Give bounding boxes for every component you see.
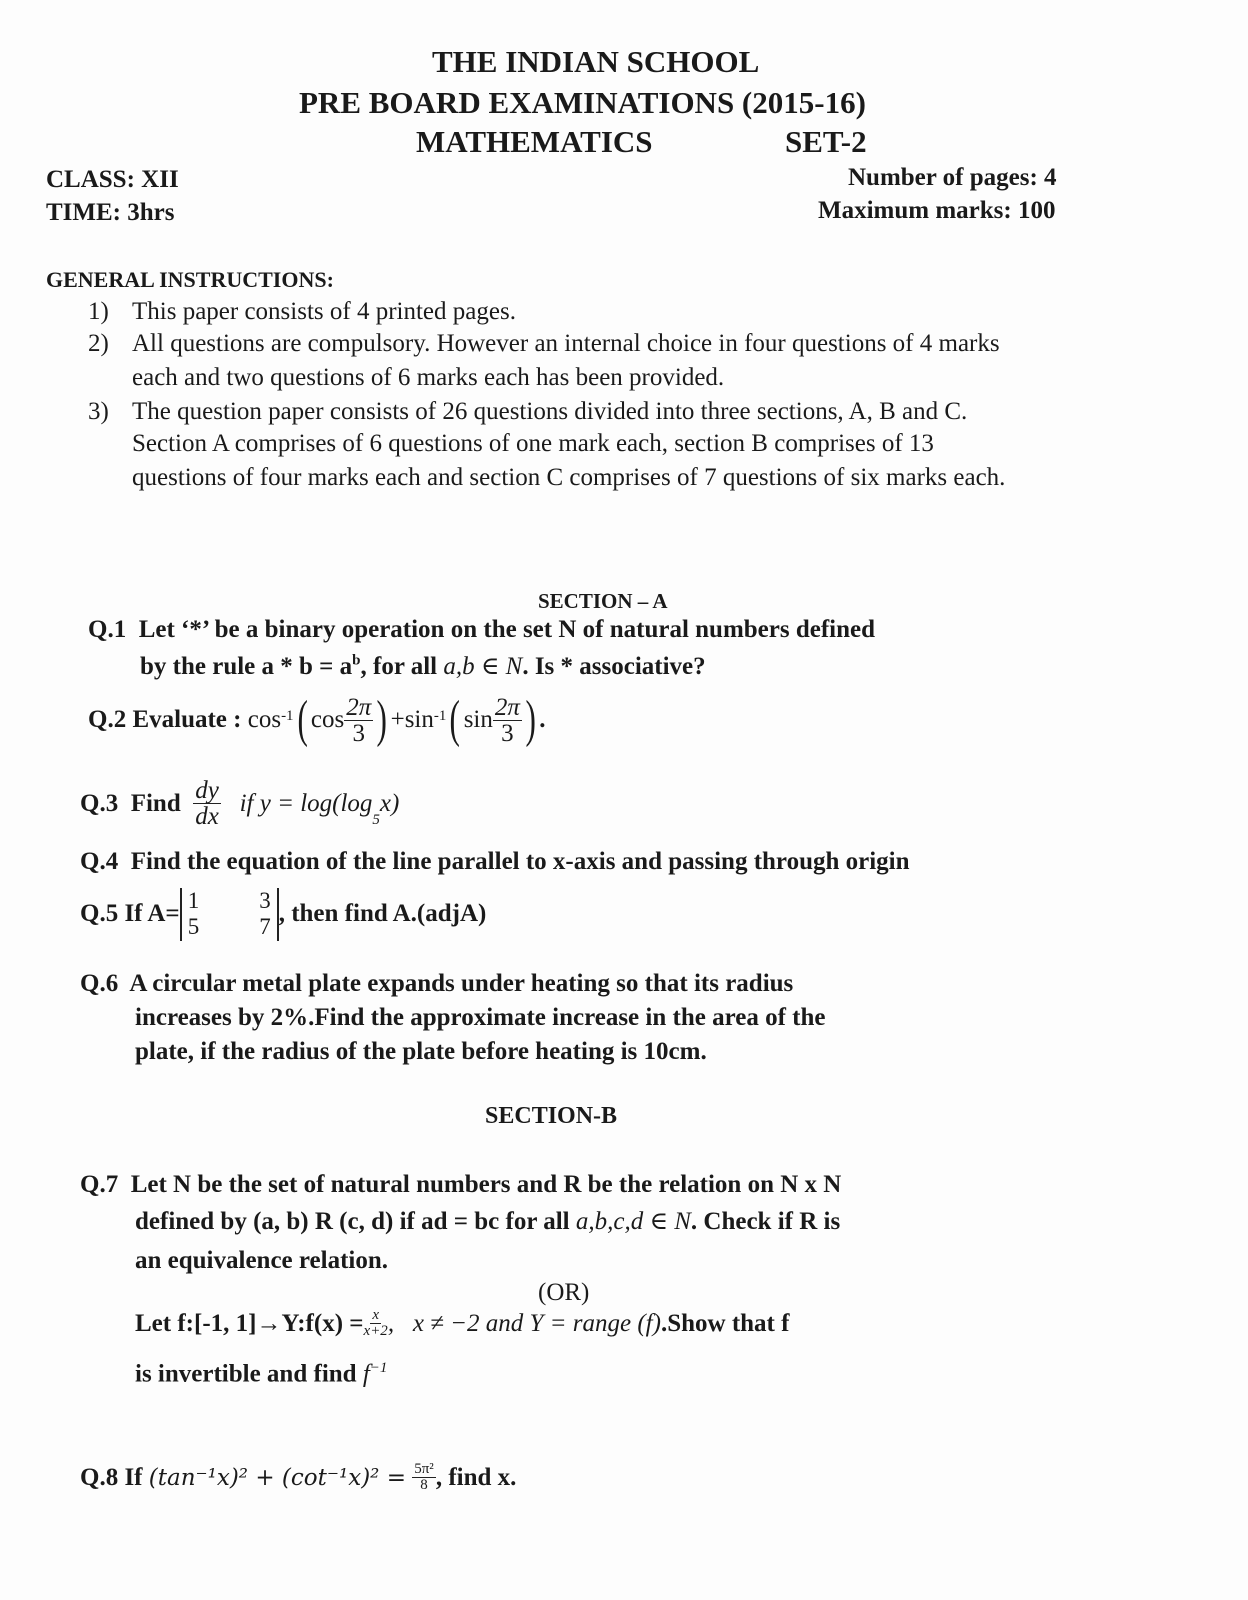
question-text: Let f:[-1, 1]→Y:f(x) = [135,1309,364,1337]
superscript: -1 [433,708,447,724]
fraction [344,695,373,746]
question-2: Q.2 Evaluate : cos -1 ( cos $\frac{2\pi}{3}$ ) + sin -1 ( sin $\frac{2\pi}{3}$ ) . [88,691,546,748]
question-7 [80,1171,841,1199]
question-5 [80,888,486,941]
matrix-a [180,888,279,941]
matrix-cell: 3 [259,888,271,913]
question-7-cont [135,1206,840,1236]
numerator: 5π² [414,1461,434,1477]
math: a,b,c,d ∈ N [575,1208,691,1235]
paren: ( [449,691,461,748]
derivative [193,778,221,829]
math: a,b ∈ N [443,653,523,680]
superscript: b [352,652,361,669]
question-7-alt [135,1308,789,1339]
numerator: x [372,1307,379,1323]
fraction [412,1462,436,1493]
superscript: −1 [369,1360,388,1376]
sin: sin [404,706,434,733]
math: if y = log(log [239,789,373,817]
instruction-line: questions of four marks each and section C comprises of 7 questions of six marks each. [132,464,1006,491]
matrix-cell: 5 [187,914,200,940]
question-text: If [124,1463,143,1491]
question-label: Q.1 [88,616,127,643]
instruction-num: 2) [88,330,109,357]
denominator: dx [195,803,219,830]
question-text: Evaluate : [132,706,242,733]
time-info: TIME: 3hrs [46,199,175,226]
numerator: dy [195,777,219,804]
question-label: Q.4 [80,848,119,875]
sin: sin [463,706,493,733]
section-b-title: SECTION-B [485,1103,618,1129]
denominator: 3 [501,719,514,747]
cos: cos [310,706,345,733]
instruction-num: 3) [88,398,109,425]
fraction [493,695,522,746]
denominator: 3 [352,719,365,747]
question-text: A circular metal plate expands under heating so that its radius [129,970,794,997]
question-label: Q.2 [88,706,127,733]
question-6 [80,970,793,998]
question-text: .Show that f [660,1309,790,1337]
set-number: SET-2 [785,124,867,159]
question-text: Let ‘*’ be a binary operation on the set N of natural numbers defined [138,616,876,643]
question-4 [80,848,910,876]
question-3 [80,778,399,829]
question-7-alt-cont [135,1360,387,1388]
matrix-cell: 7 [259,914,271,940]
question-text: . Check if R is [690,1208,841,1235]
pages-info: Number of pages: 4 [848,164,1057,191]
cos: cos [247,706,282,733]
math: x) [379,789,400,817]
denominator: x+2 [363,1323,388,1339]
paren: ) [376,691,388,748]
superscript: -1 [281,708,294,724]
numerator: 2π [346,693,372,721]
math: (tan⁻¹x)² + (cot⁻¹x)² = [148,1464,406,1491]
question-label: Q.8 [80,1463,119,1491]
question-text: is invertible and find [135,1360,363,1388]
instructions-title: GENERAL INSTRUCTIONS: [46,267,334,292]
question-label: Q.5 [80,900,119,928]
fraction [364,1308,388,1339]
question-text: an equivalence relation. [135,1247,389,1274]
question-text: Find the equation of the line parallel to x-axis and passing through origin [130,848,910,875]
question-text: defined by (a, b) R (c, d) if ad = bc for all [135,1208,576,1235]
question-text: Find [130,789,181,817]
math: , x ≠ −2 and Y = range (f) [387,1309,661,1337]
question-text: by the rule a * b = a [140,653,353,680]
instruction-line: This paper consists of 4 printed pages. [132,298,516,325]
paren: ) [525,691,536,748]
instruction-line: The question paper consists of 26 questions divided into three sections, A, B and C. [132,398,968,425]
subscript: 5 [372,812,380,828]
instruction-line: each and two questions of 6 marks each has been provided. [132,364,725,391]
question-1-cont [140,651,706,681]
question-text: increases by 2%.Find the approximate increase in the area of the [135,1004,826,1031]
question-text: plate, if the radius of the plate before heating is 10cm. [135,1038,707,1065]
paren: ( [297,691,308,748]
matrix-cell: 1 [187,888,200,913]
numerator: 2π [494,693,520,721]
class-info: CLASS: XII [46,166,179,193]
question-text: If A= [124,900,180,928]
instruction-line: All questions are compulsory. However an internal choice in four questions of 4 marks [132,330,1000,357]
question-label: Q.7 [80,1171,119,1198]
or-separator: (OR) [538,1279,590,1306]
denominator: 8 [420,1477,428,1493]
question-text: , then find A.(adjA) [278,900,487,928]
section-a-title: SECTION – A [538,589,668,613]
school-name: THE INDIAN SCHOOL [432,44,760,79]
question-text: , find x. [435,1463,517,1491]
instruction-num: 1) [88,298,109,325]
question-text: Let N be the set of natural numbers and R be the relation on N x N [130,1171,842,1198]
marks-info: Maximum marks: 100 [818,197,1056,224]
question-text: . Is * associative? [522,653,706,680]
question-label: Q.3 [80,789,119,817]
plus: + [390,706,405,733]
math: f [362,1360,370,1388]
instruction-line: Section A comprises of 6 questions of one mark each, section B comprises of 13 [132,430,934,457]
subject: MATHEMATICS [416,124,653,159]
question-text: , for all [360,653,444,680]
exam-title: PRE BOARD EXAMINATIONS (2015-16) [299,85,866,120]
question-label: Q.6 [80,970,119,997]
question-8 [80,1462,516,1493]
question-1 [88,616,875,644]
